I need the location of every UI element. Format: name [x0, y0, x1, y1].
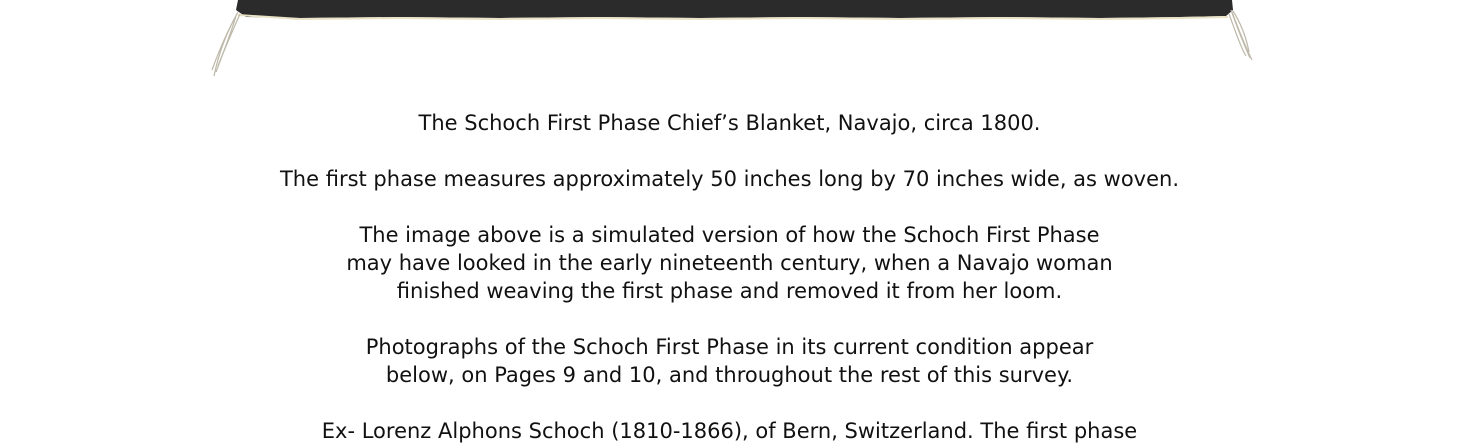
- caption-provenance: [0, 417, 1459, 445]
- left-tassel: [212, 12, 240, 76]
- caption-photographs-note: [0, 333, 1459, 389]
- caption-title: [0, 109, 1459, 137]
- caption-line: may have looked in the early nineteenth century, when a Navajo woman: [346, 251, 1113, 275]
- caption-line: Ex- Lorenz Alphons Schoch (1810-1866), of Bern, Switzerland. The first phase: [321, 419, 1138, 443]
- caption-line: The image above is a simulated version of how the Schoch First Phase: [359, 223, 1100, 247]
- blanket-image-bottom-edge: [0, 0, 1459, 90]
- caption-line: Photographs of the Schoch First Phase in its current condition appear: [365, 335, 1094, 359]
- right-tassel: [1229, 10, 1252, 60]
- caption-simulation-note: [0, 221, 1459, 305]
- caption-line: The first phase measures approximately 50 inches long by 70 inches wide, as woven.: [279, 167, 1180, 191]
- caption-line: finished weaving the first phase and removed it from her loom.: [396, 279, 1063, 303]
- caption-line: below, on Pages 9 and 10, and throughout the rest of this survey.: [385, 363, 1074, 387]
- caption-dimensions: [0, 165, 1459, 193]
- blanket-body: [236, 0, 1233, 18]
- caption-line: The Schoch First Phase Chief’s Blanket, Navajo, circa 1800.: [418, 111, 1041, 135]
